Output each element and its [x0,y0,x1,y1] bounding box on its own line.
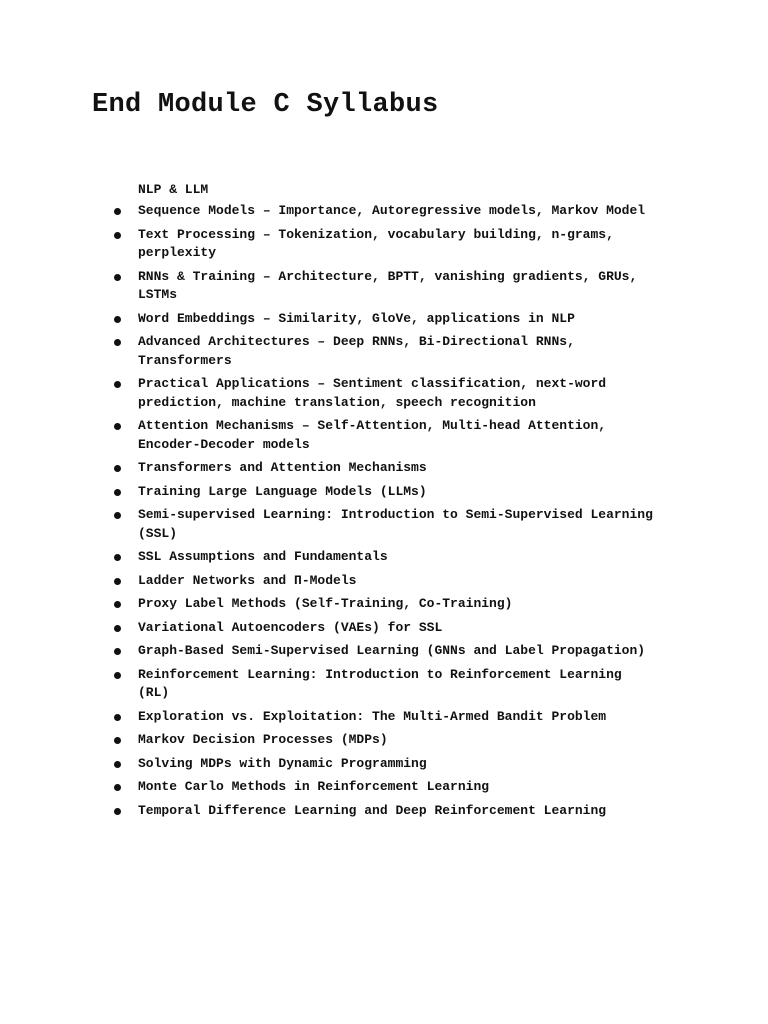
list-item [114,548,654,567]
bullet-icon [114,761,121,768]
list-item-text: RNNs & Training – Architecture, BPTT, vanishing gradients, GRUs, LSTMs [138,268,638,302]
list-item-text: Ladder Networks and Π-Models [138,572,357,588]
list-item-text: Word Embeddings – Similarity, GloVe, applications in NLP [138,310,575,326]
bullet-icon [114,465,121,472]
list-item-text: Sequence Models – Importance, Autoregressive models, Markov Model [138,203,646,218]
list-item-text: Variational Autoencoders (VAEs) for SSL [138,619,443,635]
topic-list [114,202,654,825]
list-item [114,778,654,797]
bullet-icon [114,316,121,323]
list-item [114,731,654,750]
bullet-icon [114,784,121,791]
bullet-icon [114,601,121,608]
bullet-icon [114,737,121,744]
list-item-text: Monte Carlo Methods in Reinforcement Learning [138,779,490,794]
bullet-icon [114,625,121,632]
list-item [114,375,654,412]
list-item [114,506,654,543]
list-item-text: Transformers and Attention Mechanisms [138,460,427,475]
bullet-icon [114,648,121,655]
list-item [114,310,654,329]
list-item-text: Reinforcement Learning: Introduction to Reinforcement Learning (RL) [138,666,622,700]
bullet-icon [114,578,121,585]
list-item [114,226,654,263]
bullet-icon [114,274,121,281]
bullet-icon [114,489,121,496]
bullet-icon [114,208,121,215]
bullet-icon [114,714,121,721]
list-item [114,417,654,454]
list-item [114,459,654,478]
list-item [114,333,654,370]
list-item-text: SSL Assumptions and Fundamentals [138,549,388,564]
list-item-text: Exploration vs. Exploitation: The Multi-Armed Bandit Problem [138,708,607,724]
list-item-text: Graph-Based Semi-Supervised Learning (GNNs and Label Propagation) [138,643,646,658]
list-item-text: Attention Mechanisms – Self-Attention, Multi-head Attention, Encoder-Decoder models [138,418,607,452]
list-item-text: Practical Applications – Sentiment classification, next-word prediction, machine translation, speech recognition [138,376,607,410]
bullet-icon [114,512,121,519]
list-item [114,483,654,502]
list-item-text: Proxy Label Methods (Self-Training, Co-Training) [138,596,513,611]
bullet-icon [114,232,121,239]
list-item-text: Training Large Language Models (LLMs) [138,483,427,499]
list-item [114,202,654,221]
list-item [114,666,654,703]
section-heading: NLP & LLM [138,182,209,197]
list-item-text: Text Processing – Tokenization, vocabulary building, n-grams, perplexity [138,226,614,260]
page-title: End Module C Syllabus [92,90,439,120]
list-item [114,755,654,774]
list-item [114,708,654,727]
list-item [114,619,654,638]
list-item-text: Markov Decision Processes (MDPs) [138,732,388,747]
list-item [114,595,654,614]
list-item-text: Solving MDPs with Dynamic Programming [138,755,427,771]
bullet-icon [114,339,121,346]
bullet-icon [114,423,121,430]
list-item [114,268,654,305]
list-item [114,642,654,661]
list-item [114,572,654,591]
list-item-text: Semi-supervised Learning: Introduction to Semi-Supervised Learning (SSL) [138,507,653,541]
bullet-icon [114,381,121,388]
list-item-text: Temporal Difference Learning and Deep Reinforcement Learning [138,802,607,818]
bullet-icon [114,554,121,561]
bullet-icon [114,808,121,815]
list-item-text: Advanced Architectures – Deep RNNs, Bi-Directional RNNs, Transformers [138,334,575,368]
list-item [114,802,654,821]
bullet-icon [114,672,121,679]
